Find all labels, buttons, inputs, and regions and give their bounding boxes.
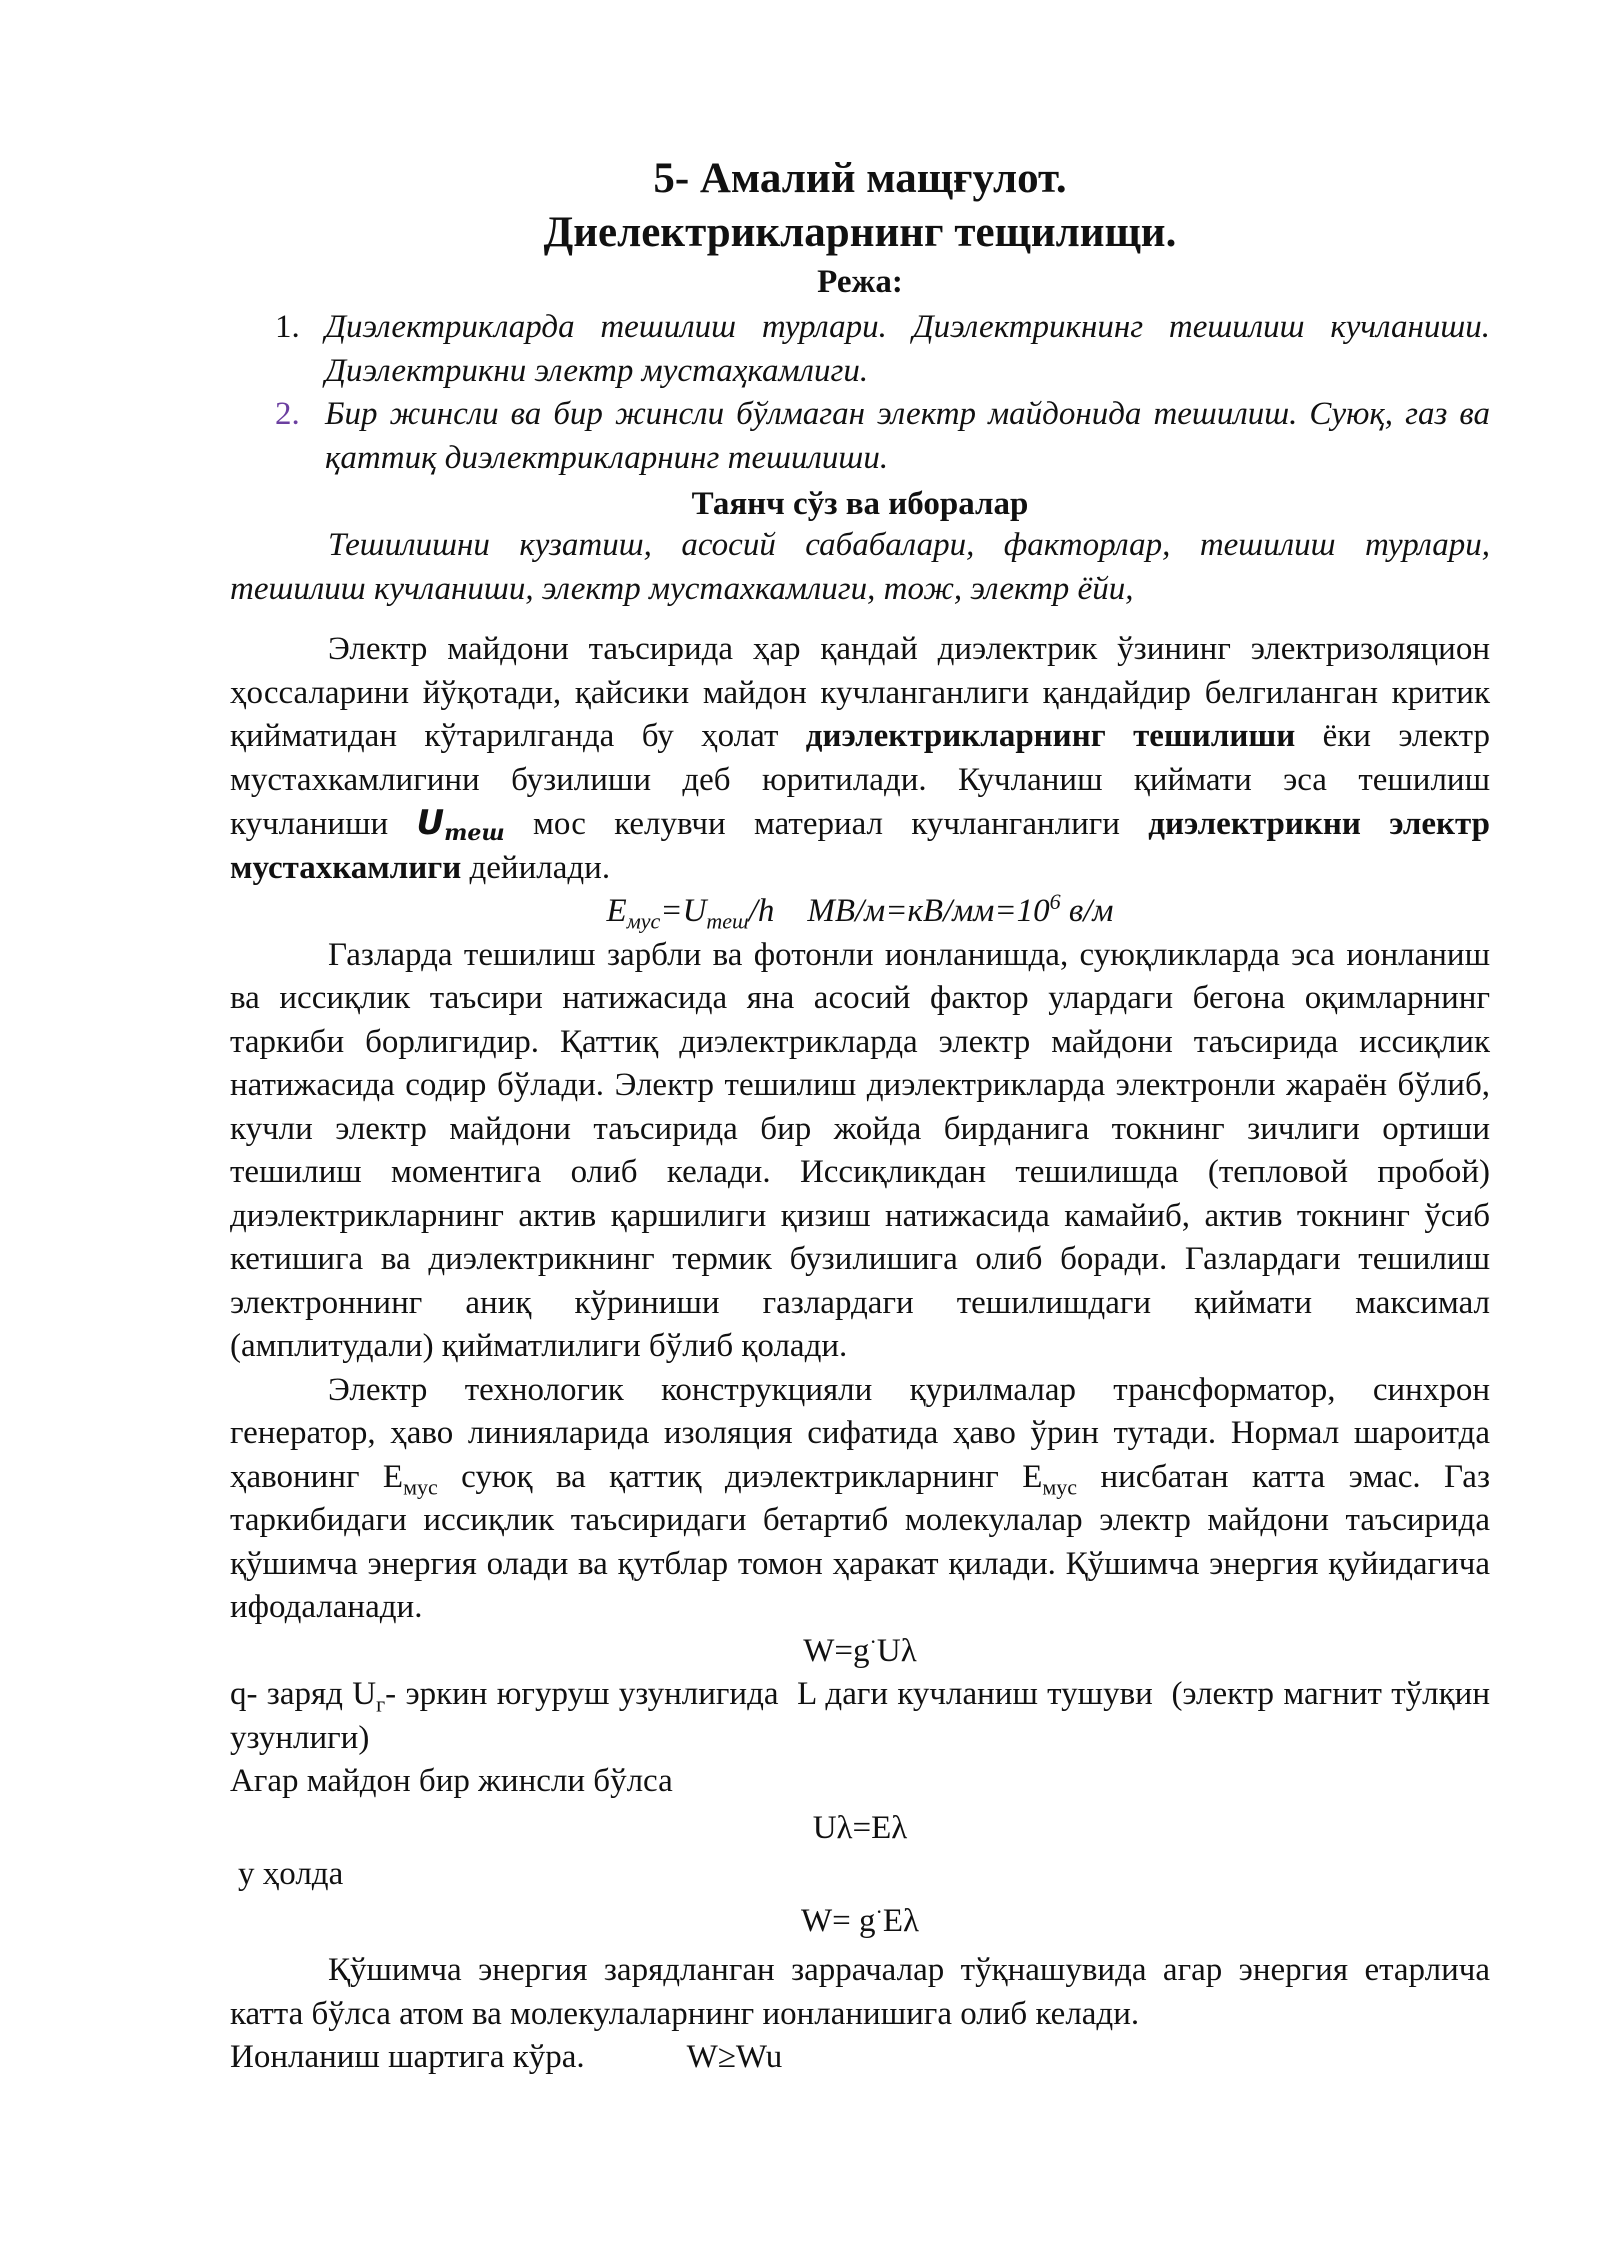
formula-energy-field <box>230 1900 1490 1944</box>
superscript: 6 <box>1049 889 1061 914</box>
main-text <box>230 628 1499 2080</box>
plan-heading: Режа: <box>817 264 903 300</box>
line-uniform-field: Агар майдон бир жинсли бўлса <box>230 1763 673 1799</box>
text-run: ёки электр мустахкамлигини бузилиши деб юритилади. Кучланиш қиймати эса тешилиш кучланиши <box>230 718 1490 842</box>
formula-energy <box>230 1630 1490 1674</box>
plan-item-text: Бир жинсли ва бир жинсли бўлмаган электр майдонида тешилиш. Суюқ, газ ва қаттиқ диэлектрикларнинг тешилиши. <box>325 396 1490 476</box>
voltage-symbol: U <box>416 803 445 843</box>
subscript: мус <box>626 908 661 934</box>
plan-list <box>230 306 1490 480</box>
plan-item-2 <box>230 393 1490 480</box>
subscript: теш <box>706 908 749 934</box>
text-run: q- заряд U <box>230 1676 377 1712</box>
plan-item-number: 1. <box>275 309 300 345</box>
plan-item-text: Диэлектрикларда тешилиш турлари. Диэлектрикнинг тешилиш кучланиши. Диэлектрикни электр мустаҳкамлиги. <box>325 309 1490 389</box>
text-run: /h МВ/м=кВ/мм=10 <box>748 893 1050 929</box>
subscript: мус <box>403 1474 438 1500</box>
bold-term: диэлектрикларнинг тешилиши <box>805 718 1296 754</box>
text-run: нисбатан катта эмас. Газ таркибидаги иссиқлик таъсиридаги бетартиб молекулалар электр майдони таъсирида қўшимча энергия олади ва қутблар томон ҳаракат қилади. Қўшимча энергия қуйидагича ифодаланади. <box>230 1458 1490 1625</box>
paragraph-breakdown-definition <box>230 628 1490 890</box>
title-block <box>230 152 1490 302</box>
keywords-heading: Таянч сўз ва иборалар <box>691 486 1029 522</box>
line-ionization-condition <box>230 2036 1490 2080</box>
text-run: Е <box>606 893 627 929</box>
text-run: в/м <box>1060 893 1114 929</box>
text-run: W= g <box>800 1902 876 1939</box>
subscript: г <box>376 1691 386 1717</box>
dot-operator: · <box>869 1628 877 1654</box>
page-title: 5- Амалий мащғулот. <box>653 155 1067 202</box>
text-run: W=g <box>803 1632 870 1669</box>
formula-strength <box>230 890 1490 934</box>
text-run: дейилади. <box>461 849 611 886</box>
inequality: W≥Wu <box>686 2039 783 2075</box>
plan-item-1 <box>230 306 1490 393</box>
voltage-subscript: теш <box>444 820 505 846</box>
line-in-this-case: у ҳолда <box>238 1856 344 1892</box>
text-run: мос келувчи материал кучланганлиги <box>504 806 1149 842</box>
paragraph-breakdown-types: Газларда тешилиш зарбли ва фотонли ионланишда, суюқликларда эса ионланиш ва иссиқлик таъсири натижасида яна асосий фактор улардаги бегона оқимларнинг таркиби борлигидир. Қаттиқ диэлектрикларда электр майдони таъсирида иссиқлик натижасида содир бўлади. Электр тешилиш диэлектрикларда электронли жараён бўлиб, кучли электр майдони таъсирида бир жойда бирданига токнинг зичлиги ортиши тешилиш моментига олиб келади. Иссиқликдан тешилишда (тепловой пробой) диэлектрикларнинг актив қаршилиги қизиш натижасида камайиб, актив токнинг ўсиб кетишига ва диэлектрикнинг термик бузилишига олиб боради. Газлардаги тешилиш электроннинг аниқ кўриниши газлардаги тешилишдаги қиймати максимал (амплитудали) қийматлилиги бўлиб қолади. <box>230 936 1490 1364</box>
paragraph-charge-definition <box>230 1673 1499 1760</box>
text-run: - эркин югуруш узунлигида L даги кучланиш тушуви (электр магнит тўлқин узунлиги) <box>230 1676 1499 1756</box>
page-subtitle: Диелектрикларнинг тещилищи. <box>543 209 1177 256</box>
keywords-text: Тешилишни кузатиш, асосий сабабалари, факторлар, тешилиш турлари, тешилиш кучланиши, электр мустахкамлиги, тож, электр ёйи, <box>230 527 1490 607</box>
text-run: суюқ ва қаттиқ диэлектрикларнинг Е <box>437 1458 1043 1495</box>
formula-uniform: Uλ=Eλ <box>812 1809 908 1846</box>
text-run: Электр майдони таъсирида ҳар қандай диэлектрик ўзининг электризоляцион ҳоссаларини йўқотади, қайсики майдон кучланганлиги қандайдир белгиланган критик қийматидан кўтарилганда бу ҳолат <box>230 631 1490 754</box>
text-run: Электр технологик конструкцияли қурилмалар трансформатор, синхрон генератор, ҳаво линияларида изоляция сифатида ҳаво ўрин тутади. Нормал шароитда ҳавонинг Е <box>230 1371 1490 1495</box>
subscript: мус <box>1042 1474 1078 1500</box>
text-run: Uλ <box>876 1632 917 1669</box>
text-run: =U <box>660 893 707 929</box>
paragraph-air-insulation <box>230 1369 1490 1630</box>
text-run: Ионланиш шартига кўра. <box>230 2039 585 2075</box>
bold-term: диэлектрикни электр мустахкамлиги <box>230 806 1491 886</box>
plan-item-number: 2. <box>275 396 300 432</box>
paragraph-ionization: Қўшимча энергия зарядланган заррачалар тўқнашувида агар энергия етарлича катта бўлса атом ва молекулаларнинг ионланишига олиб келади. <box>230 1952 1490 2032</box>
keywords-block <box>230 484 1490 611</box>
dot-operator: · <box>875 1898 883 1924</box>
text-run: Eλ <box>882 1902 919 1939</box>
